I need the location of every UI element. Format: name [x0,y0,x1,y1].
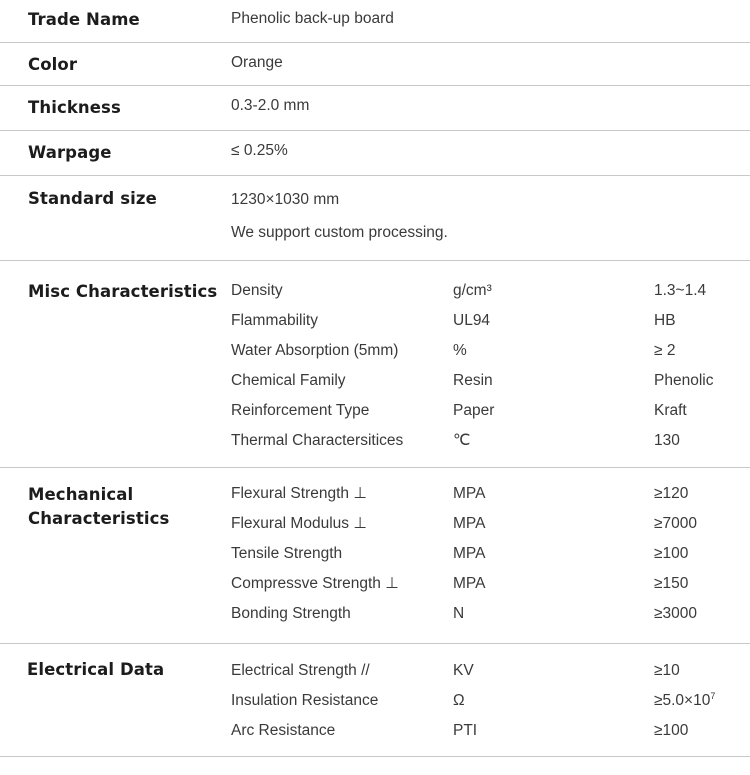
mechanical-label-line2: Characteristics [28,509,170,528]
row-thickness [0,86,750,131]
misc-value: 1.3~1.4 [654,282,707,299]
electrical-value: ≥10 [654,662,680,679]
trade-name-label: Trade Name [28,10,140,29]
color-label: Color [28,55,78,74]
thickness-label: Thickness [28,98,121,117]
misc-property: Thermal Charactersitices [231,432,404,449]
standard-size-label: Standard size [28,189,157,208]
row-standard-size [0,176,750,261]
misc-property: Chemical Family [231,372,346,389]
misc-label: Misc Characteristics [28,282,218,301]
misc-unit: % [453,342,467,359]
trade-name-value: Phenolic back-up board [231,10,394,27]
mechanical-unit: MPA [453,485,486,502]
misc-value: 130 [654,432,680,449]
mechanical-unit: MPA [453,545,486,562]
misc-unit: Paper [453,402,495,419]
standard-size-value: 1230×1030 mm [231,191,340,208]
mechanical-property: Flexural Strength ⊥ [231,485,367,502]
electrical-unit: KV [453,662,474,679]
mechanical-unit: MPA [453,515,486,532]
mechanical-property: Compressve Strength ⊥ [231,575,399,592]
mechanical-unit: MPA [453,575,486,592]
electrical-property: Electrical Strength // [231,662,370,679]
misc-property: Density [231,282,283,299]
misc-value: Kraft [654,402,687,419]
section-misc [0,261,750,468]
thickness-value: 0.3-2.0 mm [231,97,310,114]
mechanical-value: ≥100 [654,545,689,562]
electrical-unit: PTI [453,722,478,739]
color-value: Orange [231,54,283,71]
misc-unit: UL94 [453,312,491,329]
electrical-label: Electrical Data [27,660,165,679]
row-trade-name [0,0,750,43]
warpage-value: ≤ 0.25% [231,142,288,159]
misc-property: Water Absorption (5mm) [231,342,399,359]
section-mechanical [0,468,750,644]
electrical-value-base: ≥5.0×10 [654,692,711,709]
mechanical-value: ≥3000 [654,605,697,622]
mechanical-label [28,483,169,531]
mechanical-label-line1: Mechanical [28,485,134,504]
misc-unit: g/cm³ [453,282,492,299]
misc-value: HB [654,312,676,329]
electrical-value [654,690,715,712]
row-warpage [0,131,750,176]
mechanical-value: ≥120 [654,485,689,502]
mechanical-value: ≥7000 [654,515,697,532]
electrical-property: Insulation Resistance [231,692,379,709]
mechanical-value: ≥150 [654,575,689,592]
misc-value: ≥ 2 [654,342,676,359]
standard-size-note: We support custom processing. [231,224,448,241]
misc-unit: ℃ [453,432,471,449]
electrical-value-exponent: 7 [710,690,716,701]
mechanical-unit: N [453,605,465,622]
section-electrical [0,644,750,757]
electrical-unit: Ω [453,692,465,709]
warpage-label: Warpage [28,143,112,162]
electrical-value: ≥100 [654,722,689,739]
electrical-property: Arc Resistance [231,722,336,739]
row-color [0,43,750,86]
mechanical-property: Tensile Strength [231,545,343,562]
mechanical-property: Flexural Modulus ⊥ [231,515,367,532]
mechanical-property: Bonding Strength [231,605,351,622]
misc-property: Reinforcement Type [231,402,370,419]
misc-unit: Resin [453,372,493,389]
misc-value: Phenolic [654,372,714,389]
misc-property: Flammability [231,312,318,329]
